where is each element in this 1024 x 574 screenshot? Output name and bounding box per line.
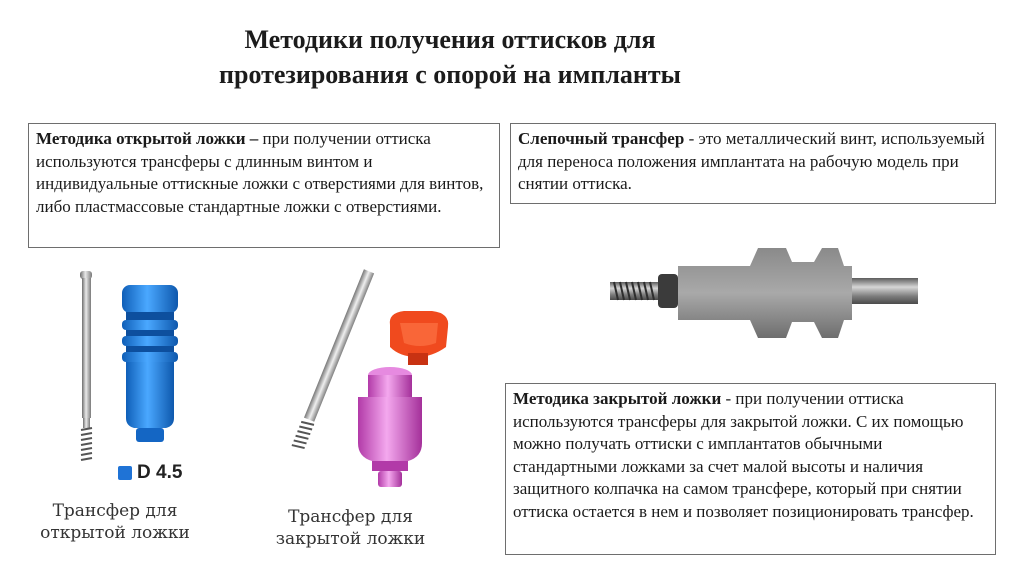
pink-transfer-body [358,367,422,487]
neck-ring [658,274,678,308]
threaded-tip [610,282,658,300]
open-tray-term: Методика открытой ложки – [36,129,263,148]
impression-transfer-description [510,123,996,204]
closed-tray-caption [258,506,443,550]
impression-transfer-image [600,240,920,360]
closed-tray-text: - при получении оттиска используются трансферы для закрытой ложки. С их помощью можно получать оттиски с имплантатов обычными стандартными ложками за счет малой высоты и наличия защитного колпачка на самом трансфере, который при снятии оттиска остается в нем и позволяет позиционировать трансфер. [513,389,974,521]
size-label: D 4.5 [137,462,183,483]
size-badge [118,462,182,484]
long-screw [80,271,92,460]
page-title [150,22,750,92]
open-tray-transfer-image [70,268,190,468]
transfer-block [678,248,852,338]
screw-shaft [852,278,918,304]
blue-transfer-body [122,285,178,442]
impression-transfer-text: - это металлический винт, используемый для переноса положения имплантата на рабочую модель при снятии оттиска. [518,129,985,193]
size-square-icon [118,466,132,480]
title-line-1: Методики получения оттисков для [244,25,656,54]
open-tray-text: при получении оттиска используются трансферы с длинным винтом и индивидуальные оттискные ложки с отверстиями для винтов, либо пластмассовые стандартные ложки с отверстиями. [36,129,484,216]
orange-cap [390,311,448,365]
closed-tray-description [505,383,996,555]
open-caption-line-1: Трансфер для [52,501,178,521]
impression-transfer-term: Слепочный трансфер [518,129,685,148]
closed-tray-transfer-image [262,265,472,495]
open-caption-line-2: открытой ложки [40,523,190,543]
open-tray-description [28,123,500,248]
closed-caption-line-2: закрытой ложки [275,529,426,549]
title-line-2: протезирования с опорой на импланты [219,60,681,89]
closed-caption-line-1: Трансфер для [288,507,413,527]
closed-tray-term: Методика закрытой ложки [513,389,722,408]
open-tray-caption [30,500,200,544]
